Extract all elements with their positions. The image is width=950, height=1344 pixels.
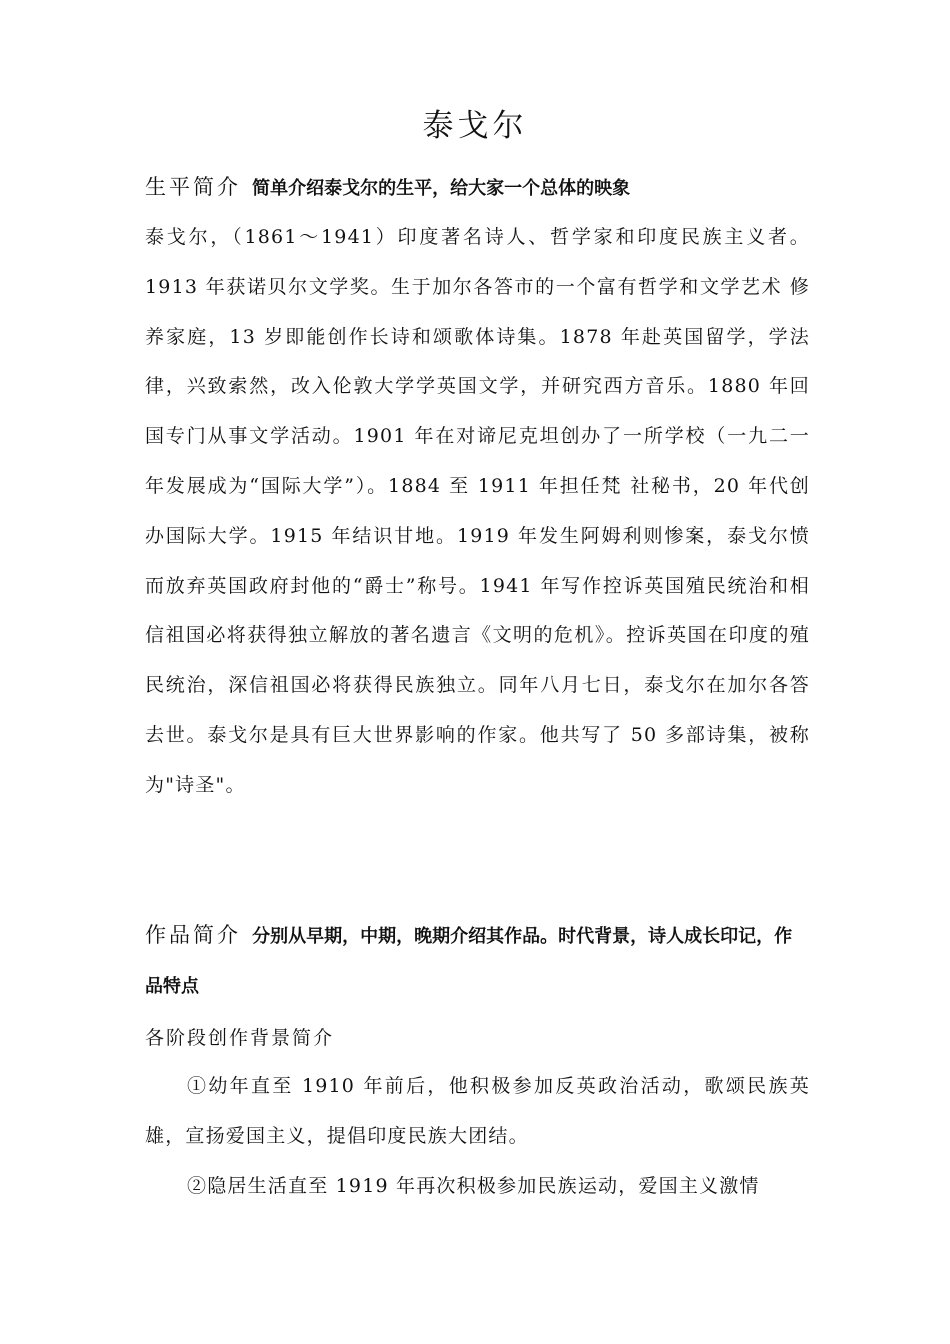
section-label: 作品简介 (145, 923, 241, 947)
section-works (145, 910, 810, 1211)
biography-paragraph: 泰戈尔，（1861～1941）印度著名诗人、哲学家和印度民族主义者。1913 年获诺贝尔文学奖。生于加尔各答市的一个富有哲学和文学艺术 修养家庭，13 岁即能创作长诗和颂歌体诗集。1878 年赴英国留学，学法律，兴致索然，改入伦敦大学学英国文学，并研究西方音乐。1880 年回国专门从事文学活动。1901 年在对谛尼克坦创办了一所学校（一九二一年发展成为“国际大学”）。1884 至 1911 年担任梵 社秘书，20 年代创办国际大学。1915 年结识甘地。1919 年发生阿姆利则惨案，泰戈尔愤而放弃英国政府封他的“爵士”称号。1941 年写作控诉英国殖民统治和相信祖国必将获得独立解放的著名遗言《文明的危机》。控诉英国在印度的殖民统治，深信祖国必将获得民族独立。同年八月七日，泰戈尔在加尔各答去世。泰戈尔是具有巨大世界影响的作家。他共写了 50 多部诗集，被称为"诗圣"。 (145, 226, 810, 796)
section-heading (145, 170, 810, 206)
document-title: 泰戈尔 (422, 108, 528, 144)
section-biography (145, 170, 810, 811)
section-note: 简单介绍泰戈尔的生平，给大家一个总体的映象 (252, 178, 631, 199)
section-note: 分别从早期，中期，晚期介绍其作品。时代背景，诗人成长印记，作品特点 (145, 926, 793, 997)
section-heading (145, 910, 810, 1012)
stage-paragraph-1: ①幼年直至 1910 年前后，他积极参加反英政治活动，歌颂民族英雄，宣扬爱国主义，提倡印度民族大团结。 (145, 1075, 810, 1147)
section-label: 生平简介 (145, 175, 241, 199)
stage-paragraph-2: ②隐居生活直至 1919 年再次积极参加民族运动，爱国主义激情 (187, 1174, 760, 1197)
subheading: 各阶段创作背景简介 (145, 1027, 335, 1049)
